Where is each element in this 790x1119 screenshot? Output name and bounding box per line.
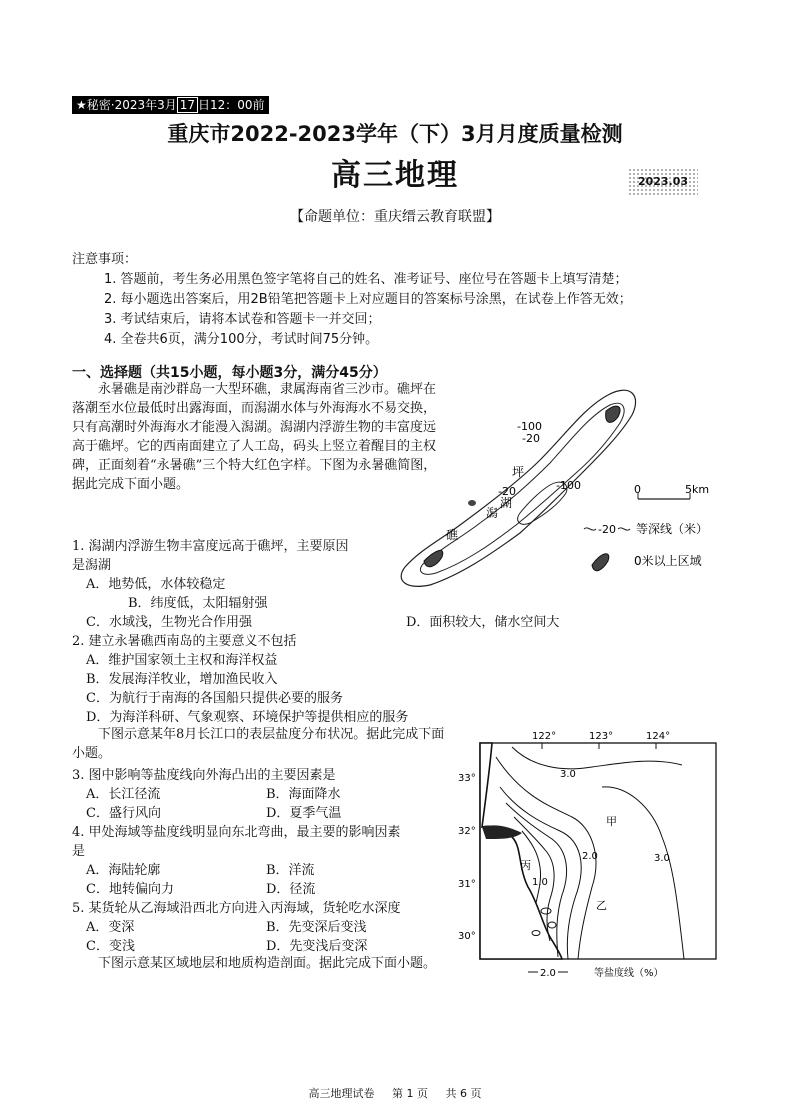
passage-1: 永暑礁是南沙群岛一大型环礁，隶属海南省三沙市。礁坪在落潮至水位最低时出露海面，而潟湖水体与外海海水不易交换，只有高潮时外海海水才能漫入潟湖。潟湖内浮游生物的丰富度远高于礁坪。它的西南面建立了人工岛，码头上竖立着醒目的主权碑，正面刻着“永暑礁”三个特大红色字样。下图为永暑礁简图，据此完成下面小题。 <box>72 382 437 492</box>
q3-option-c[interactable]: C．盛行风向 <box>86 806 161 821</box>
question-1-stem: 1. 潟湖内浮游生物丰富度远高于礁坪，主要原因 <box>72 539 349 554</box>
passage-3: 下图示意某区域地层和地质构造剖面。据此完成下面小题。 <box>98 956 437 971</box>
label-bing: 丙 <box>520 859 531 872</box>
lon-label: 124° <box>646 731 671 742</box>
lat-label: 30° <box>458 931 476 942</box>
lon-label: 123° <box>589 731 614 742</box>
legend-area-label: 0米以上区域 <box>634 554 702 568</box>
q1-option-b[interactable]: B．纬度低，太阳辐射强 <box>128 596 268 611</box>
secret-date-box: 17 <box>177 97 198 113</box>
islet-ne <box>606 406 620 422</box>
question-2-stem: 2. 建立永暑礁西南岛的主要意义不包括 <box>72 634 297 649</box>
islet-mid <box>468 500 476 506</box>
salinity-map <box>452 727 722 985</box>
q1-option-c[interactable]: C．水域浅，生物光合作用强 <box>86 615 252 630</box>
salinity-contour <box>512 747 682 769</box>
notice-item: 1. 答题前，考生务必用黑色签字笔将自己的姓名、准考证号、座位号在答题卡上填写清楚； <box>104 272 628 287</box>
island <box>548 922 556 928</box>
salinity-label: 3.0 <box>560 769 576 780</box>
subject-title: 高三地理 <box>331 158 459 193</box>
q3-option-b[interactable]: B．海面降水 <box>266 787 341 802</box>
date-stamp: 2023.03 <box>628 168 698 196</box>
scale-zero-label: 0 <box>634 483 641 496</box>
depth-label: -20 <box>522 432 540 445</box>
section-heading: 一、选择题（共15小题，每小题3分，满分45分） <box>72 365 387 381</box>
exam-title: 重庆市2022-2023学年（下）3月月度质量检测 <box>167 122 623 146</box>
island <box>541 908 551 914</box>
page-footer <box>0 1085 790 1101</box>
q5-option-c[interactable]: C．变浅 <box>86 939 135 954</box>
map-label-jiao: 礁 <box>446 528 459 542</box>
estuary-mouth <box>482 825 522 839</box>
land-area <box>480 743 562 959</box>
q3-option-d[interactable]: D．夏季气温 <box>266 806 342 821</box>
q5-option-b[interactable]: B．先变深后变浅 <box>266 920 367 935</box>
q5-option-d[interactable]: D．先变浅后变深 <box>266 939 368 954</box>
label-jia: 甲 <box>606 815 617 828</box>
lat-label: 32° <box>458 826 476 837</box>
q2-option-c[interactable]: C．为航行于南海的各国船只提供必要的服务 <box>86 691 343 706</box>
depth-label: -20 <box>498 485 516 498</box>
legend-contour-label: 等深线（米） <box>636 522 709 536</box>
salinity-contour <box>602 787 684 959</box>
footer-total: 共 6 页 <box>445 1087 482 1100</box>
question-4-stem: 4. 甲处海域等盐度线明显向东北弯曲，最主要的影响因素 <box>72 825 401 840</box>
footer-subject: 高三地理试卷 <box>308 1087 375 1100</box>
question-5-stem: 5. 某货轮从乙海域沿西北方向进入丙海域，货轮吃水深度 <box>72 901 401 916</box>
secret-label: ★秘密·2023年3月 17 日12：00前 <box>72 96 269 114</box>
legend-contour-value: -20 <box>598 523 616 536</box>
legend-contour-icon <box>618 528 630 530</box>
scale-end-label: 5km <box>685 483 710 496</box>
legend-contour-icon <box>584 528 596 530</box>
notice-item: 3. 考试结束后，请将本试卷和答题卡一并交回； <box>104 312 381 327</box>
question-1-stem-cont: 是潟湖 <box>72 558 112 573</box>
q2-option-d[interactable]: D．为海洋科研、气象观察、环境保护等提供相应的服务 <box>86 710 409 725</box>
question-4-stem-cont: 是 <box>72 844 86 859</box>
salinity-label: 3.0 <box>654 853 670 864</box>
salinity-label: 2.0 <box>582 851 598 862</box>
q5-option-a[interactable]: A．变深 <box>86 920 135 935</box>
map-label-xi: 潟 <box>486 506 499 520</box>
passage-2: 下图示意某年8月长江口的表层盐度分布状况。据此完成下面小题。 <box>72 727 445 761</box>
q4-option-c[interactable]: C．地转偏向力 <box>86 882 174 897</box>
label-yi: 乙 <box>596 899 607 912</box>
lat-label: 33° <box>458 773 476 784</box>
q4-option-d[interactable]: D．径流 <box>266 882 316 897</box>
q2-option-a[interactable]: A．维护国家领土主权和海洋权益 <box>86 653 278 668</box>
notice-item: 4. 全卷共6页，满分100分，考试时间75分钟。 <box>104 332 379 347</box>
notice-item: 2. 每小题选出答案后，用2B铅笔把答题卡上对应题目的答案标号涂黑，在试卷上作答无效； <box>104 292 632 307</box>
notice-heading: 注意事项： <box>72 252 138 267</box>
reef-map <box>380 375 720 605</box>
q2-option-b[interactable]: B．发展海洋牧业，增加渔民收入 <box>86 672 278 687</box>
islet-sw <box>424 550 443 566</box>
depth-label: -100 <box>556 479 581 492</box>
q1-option-d[interactable]: D．面积较大，储水空间大 <box>406 615 560 630</box>
q1-option-a[interactable]: A．地势低，水体较稳定 <box>86 577 226 592</box>
map-label-ping: 坪 <box>512 465 525 479</box>
author-unit: 【命题单位：重庆缙云教育联盟】 <box>290 209 500 225</box>
lon-label: 122° <box>532 731 557 742</box>
legend-value: 2.0 <box>540 968 556 979</box>
question-3-stem: 3. 图中影响等盐度线向外海凸出的主要因素是 <box>72 768 336 783</box>
legend-area-icon <box>592 554 609 571</box>
lat-label: 31° <box>458 879 476 890</box>
depth-label: -100 <box>517 420 542 433</box>
legend-label: 等盐度线（%） <box>594 968 664 979</box>
map-label-hu: 湖 <box>500 496 513 510</box>
q4-option-a[interactable]: A．海陆轮廓 <box>86 863 161 878</box>
salinity-label: 1.0 <box>532 877 548 888</box>
q4-option-b[interactable]: B．洋流 <box>266 863 315 878</box>
footer-page: 第 1 页 <box>392 1087 428 1100</box>
q3-option-a[interactable]: A．长江径流 <box>86 787 161 802</box>
